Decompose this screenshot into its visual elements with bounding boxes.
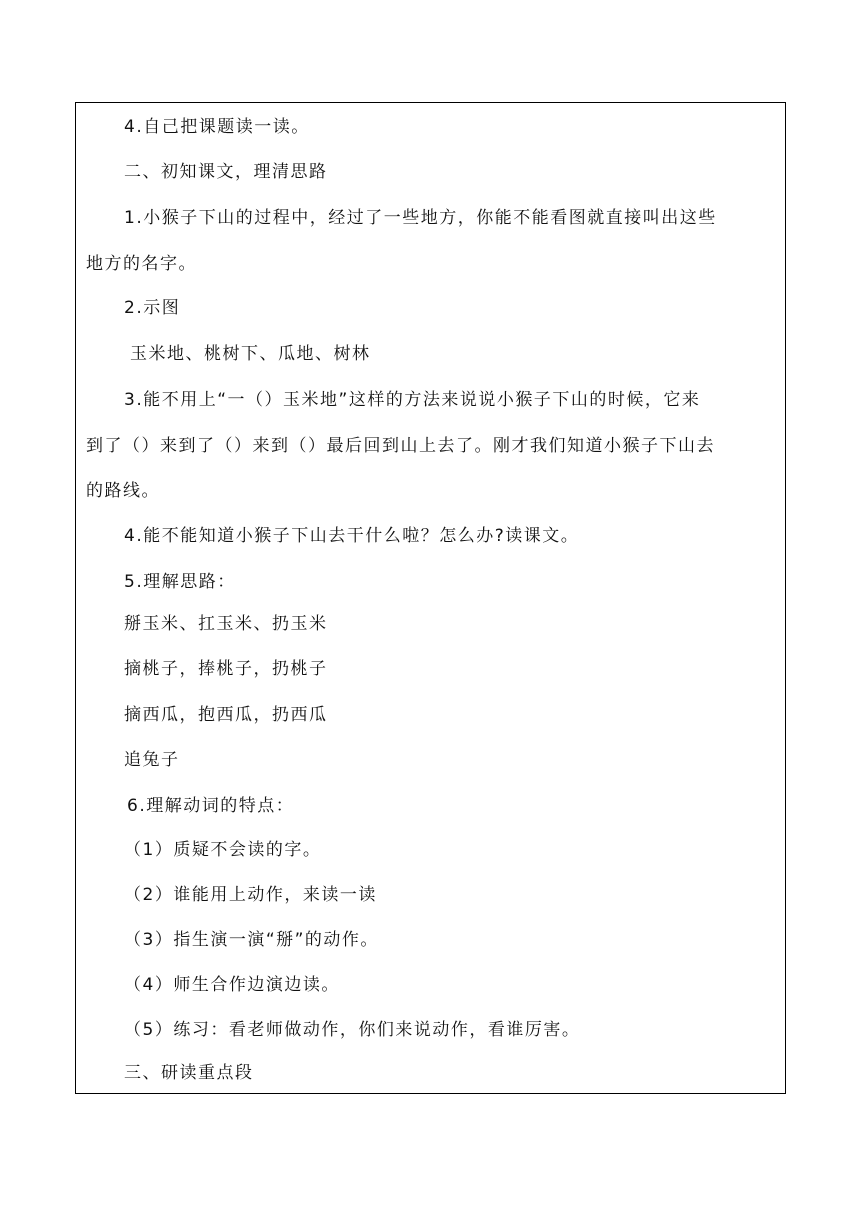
step-6-item-5: （5）练习：看老师做动作，你们来说动作，看谁厉害。 [124, 1020, 581, 1040]
step-4-read-title: 4.自己把课题读一读。 [124, 117, 310, 137]
step-1-line-2: 地方的名字。 [86, 254, 197, 274]
rabbit-action: 追兔子 [124, 750, 180, 770]
watermelon-actions: 摘西瓜，抱西瓜，扔西瓜 [124, 705, 328, 725]
step-3-line-3: 的路线。 [86, 481, 160, 501]
peach-actions: 摘桃子，捧桃子，扔桃子 [124, 659, 328, 679]
step-6-item-3: （3）指生演一演“掰”的动作。 [124, 930, 379, 950]
step-1-line-1: 1.小猴子下山的过程中，经过了一些地方，你能不能看图就直接叫出这些 [124, 208, 717, 228]
diagram-places: 玉米地、桃树下、瓜地、树林 [130, 344, 371, 364]
step-3-line-1: 3.能不用上“一（）玉米地”这样的方法来说说小猴子下山的时候，它来 [124, 390, 701, 410]
section-3-heading: 三、研读重点段 [124, 1063, 254, 1083]
step-2-diagram: 2.示图 [124, 298, 181, 318]
step-6-item-2: （2）谁能用上动作，来读一读 [124, 885, 377, 905]
step-3-line-2: 到了（）来到了（）来到（）最后回到山上去了。刚才我们知道小猴子下山去 [86, 436, 715, 456]
step-6-heading: 6.理解动词的特点： [127, 796, 295, 816]
step-6-item-1: （1）质疑不会读的字。 [124, 840, 322, 860]
step-4-question: 4.能不能知道小猴子下山去干什么啦？怎么办?读课文。 [124, 526, 580, 546]
section-2-heading: 二、初知课文，理清思路 [124, 162, 328, 182]
step-5-heading: 5.理解思路： [124, 572, 236, 592]
corn-actions: 掰玉米、扛玉米、扔玉米 [124, 614, 328, 634]
step-6-item-4: （4）师生合作边演边读。 [124, 975, 340, 995]
